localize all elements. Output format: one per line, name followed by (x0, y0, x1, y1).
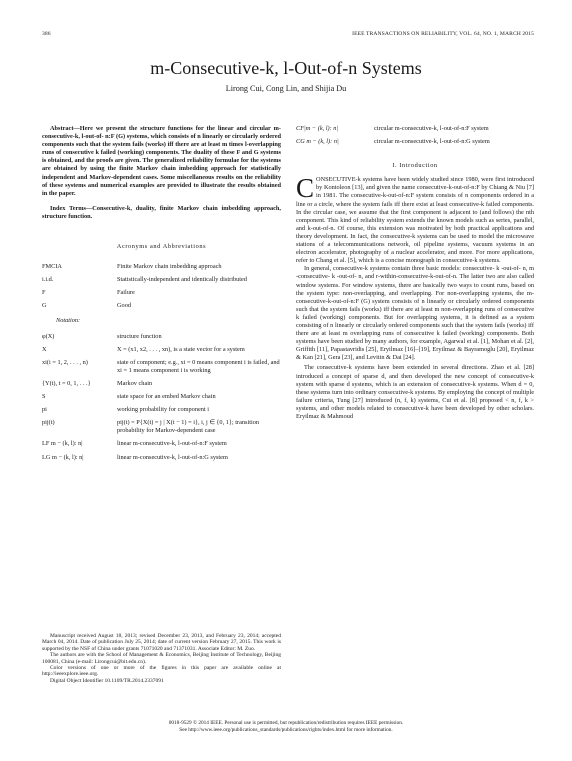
footnote-affiliation: The authors are with the School of Management & Economics, Beijing Institute of Technology, Beijing 100081, China (e-mail: Lirongcui@bit.edu.cn). (42, 652, 281, 665)
acronym-value: Finite Markov chain imbedding approach (117, 263, 222, 271)
notation-item (42, 333, 281, 341)
notation-key: X (42, 345, 47, 353)
notation-list (42, 333, 281, 462)
acronyms-heading: Acronyms and Abbreviations (116, 243, 207, 251)
notation-key: φ(X) (42, 332, 55, 340)
acronym-list (42, 263, 281, 310)
drop-cap: C (296, 173, 315, 204)
acronym-value: Statistically-independent and identically distributed (117, 276, 247, 284)
intro-paragraph-3: The consecutive-k systems have been extended in several directions. Zhao et al. [28] introduced a concept of sparse d, and then developed the new concept of consecutive-k system with sparse d systems, which is an extension of consecutive-k systems. When d = 0, these systems turn into ordinary consecutive-k systems. By employing the concept of multiple failure criteria, Tung [27] introduced (n, f, k) systems, Cui et al. [8] proposed < n, f, k > systems, and other models related to consecutive-k have been developed by other scholars. Eryilmaz & Mahmoud (296, 364, 534, 420)
notation-value: Markov chain (117, 379, 153, 387)
intro-paragraph-1 (296, 173, 534, 265)
notation-value: state space for an embed Markov chain (117, 393, 216, 401)
acronym-key: i.i.d. (42, 276, 54, 284)
notation-item (296, 125, 534, 133)
acronym-item (42, 263, 281, 271)
notation-value: circular m-consecutive-k, l-out-of-n:G system (374, 138, 490, 146)
introduction-heading: I. Introduction (392, 162, 438, 170)
notation-key: LG m − (k, l): n| (42, 453, 84, 461)
notation-value: X = (x1, x2, . . . , xn), is a state vector for a system (117, 345, 245, 353)
acronym-value: Failure (117, 289, 135, 297)
acronym-value: Good (117, 302, 131, 310)
acronym-key: F (42, 289, 46, 297)
footnotes (42, 633, 281, 684)
notation-key: xi(i = 1, 2, . . . , n) (42, 358, 88, 366)
notation-item (42, 454, 281, 462)
intro-paragraph-2: In general, consecutive-k systems contain three basic models: consecutive- k -out-of- n, m -consecutive- k -out-of- n, and r-within-consecutive-k-out-of-n. The latter two are also called window systems. For window systems, there are basically two ways to count runs, based on the system type: non-overlapping, and overlapping. For non-overlapping systems, the m-consecutive-k-out-of-n:F (G) system consists of n linearly or circularly ordered components such that the system fails (works) iff there are at least m non-overlapping runs of consecutive k failed (working) components. But for overlapping systems, it is defined as a system consisting of n linearly or circularly ordered components such that the system fails (works) iff there are at least m overlapping runs of consecutive k failed (working) components. Both systems have been studied by many authors, for example, Agarwal et al. [1], Mohan et al. [2], Griffith [11], Papastavridis [25], Eryilmaz [16]–[19], Eryilmaz & Bayramoglu [20], Eryilmaz & Kan [21], Gera [23], and Levitin & Dai [24]. (296, 265, 534, 362)
acronym-item (42, 302, 281, 310)
acronym-item (42, 276, 281, 284)
footnote-doi: Digital Object Identifier 10.1109/TR.2014.2337091 (50, 677, 164, 684)
acronym-key: FMCIA (42, 263, 62, 271)
notation-key: CF|m − (k, l): n| (296, 125, 339, 132)
notation-item (42, 359, 281, 375)
index-terms: Index Terms—Consecutive-k, duality, finite Markov chain imbedding approach, structure function. (42, 204, 281, 220)
notation-key: pi (42, 406, 47, 414)
notation-item (42, 346, 281, 354)
right-column (296, 125, 534, 423)
notation-key: LF m − (k, l): n| (42, 440, 83, 448)
footnote-manuscript: Manuscript received August 18, 2013; revised December 23, 2013, and February 23, 2014; accepted March 04, 2014. Date of publication July 25, 2014; date of current version February 27, 2015. This work is supported by the NSF of China under grants 71071020 and 71371031. Associate Editor: M. Zuo. (42, 633, 281, 652)
notation-key: {Y(t), t = 0, 1, . . .} (42, 379, 91, 387)
footnote-color: Color versions of one or more of the figures in this paper are available online at http://ieeexplore.ieee.org. (42, 665, 281, 678)
paper-title: m-Consecutive-k, l-Out-of-n Systems (150, 58, 422, 78)
notation-value: structure function (117, 332, 162, 340)
notation-item (42, 380, 281, 388)
acronym-key: G (42, 302, 47, 310)
notation-value: state of component; e.g., xi = 0 means component i is failed, and xi = 1 means component i is working (117, 358, 280, 374)
paper-authors: Lirong Cui, Cong Lin, and Shijia Du (225, 84, 347, 93)
notation-item (42, 419, 281, 435)
notation-key: CG m − (k, l): n| (296, 138, 339, 146)
notation-label: Notation: (56, 316, 81, 324)
notation-item (296, 138, 534, 146)
notation-value: circular m-consecutive-k, l-out-of-n:F system (374, 125, 489, 132)
acronym-item (42, 289, 281, 297)
left-column (42, 125, 281, 467)
notation-value: pij(t) = P{X(t) = j | X(t − 1) = i}, i, j ∈ {0, 1}; transition probability for Markov-dependent case (117, 419, 260, 435)
copyright-footer (0, 720, 572, 734)
notation-key: pij(t) (42, 419, 55, 427)
intro-paragraph-1-text: ONSECUTIVE-k systems have been widely studied since 1980, were first introduced by Kontoleon [13], and given the name consecutive-k-out-of-n:F by Chiang & Niu [7] in 1981. The consecutive-k-out-of-n:F system consists of n components ordered in a line or a circle, where the system fails iff there exist at least consecutive-k failed components. In the circular case, we assume that the first component is adjacent to (and follows) the nth component. This kind of reliability system extends the known models such as series, parallel, and k-out-of-n. Of course, this extension was motivated by both practical applications and theory development. In fact, the consecutive-k systems can be used to model the microwave stations of a telecommunications network, oil pipeline systems, vacuum systems in an electron accelerator, photography of a nuclear accelerator, and more. For more applications, refer to Chang et al. [5], which is a concise monograph in consecutive-k systems. (296, 176, 534, 265)
notation-item (42, 440, 281, 448)
notation-key: S (42, 393, 46, 401)
rights-link-line: See http://www.ieee.org/publications_standards/publications/rights/index.html for more information. (179, 727, 393, 733)
journal-info: IEEE TRANSACTIONS ON RELIABILITY, VOL. 64, NO. 1, MARCH 2015 (352, 31, 534, 37)
notation-item (42, 393, 281, 401)
copyright-line: 0018-9529 © 2014 IEEE. Personal use is permitted, but republication/redistribution requires IEEE permission. (168, 720, 404, 726)
notation-item (42, 406, 281, 414)
notation-value: linear m-consecutive-k, l-out-of-n:F system (117, 440, 227, 448)
notation-value: linear m-consecutive-k, l-out-of-n:G system (117, 453, 228, 461)
page-number: 386 (42, 31, 51, 37)
abstract: Abstract—Here we present the structure functions for the linear and circular m-consecutive-k, l-out-of- n:F (G) systems, which consists of n linearly or circularly ordered components such that the system fails (works) iff there are at least m times l-overlapping runs of consecutive k failed (working) components. The duality of these F and G systems is obtained, and the proofs are given. The generalized reliability formulae for the systems are obtained by using the finite Markov chain imbedding approach for statistically independent and Markov-dependent cases. Some miscellaneous results on the reliability of these systems and numerical examples are provided to illustrate the results obtained in the paper. (42, 125, 281, 197)
notation-value: working probability for component i (117, 406, 209, 414)
